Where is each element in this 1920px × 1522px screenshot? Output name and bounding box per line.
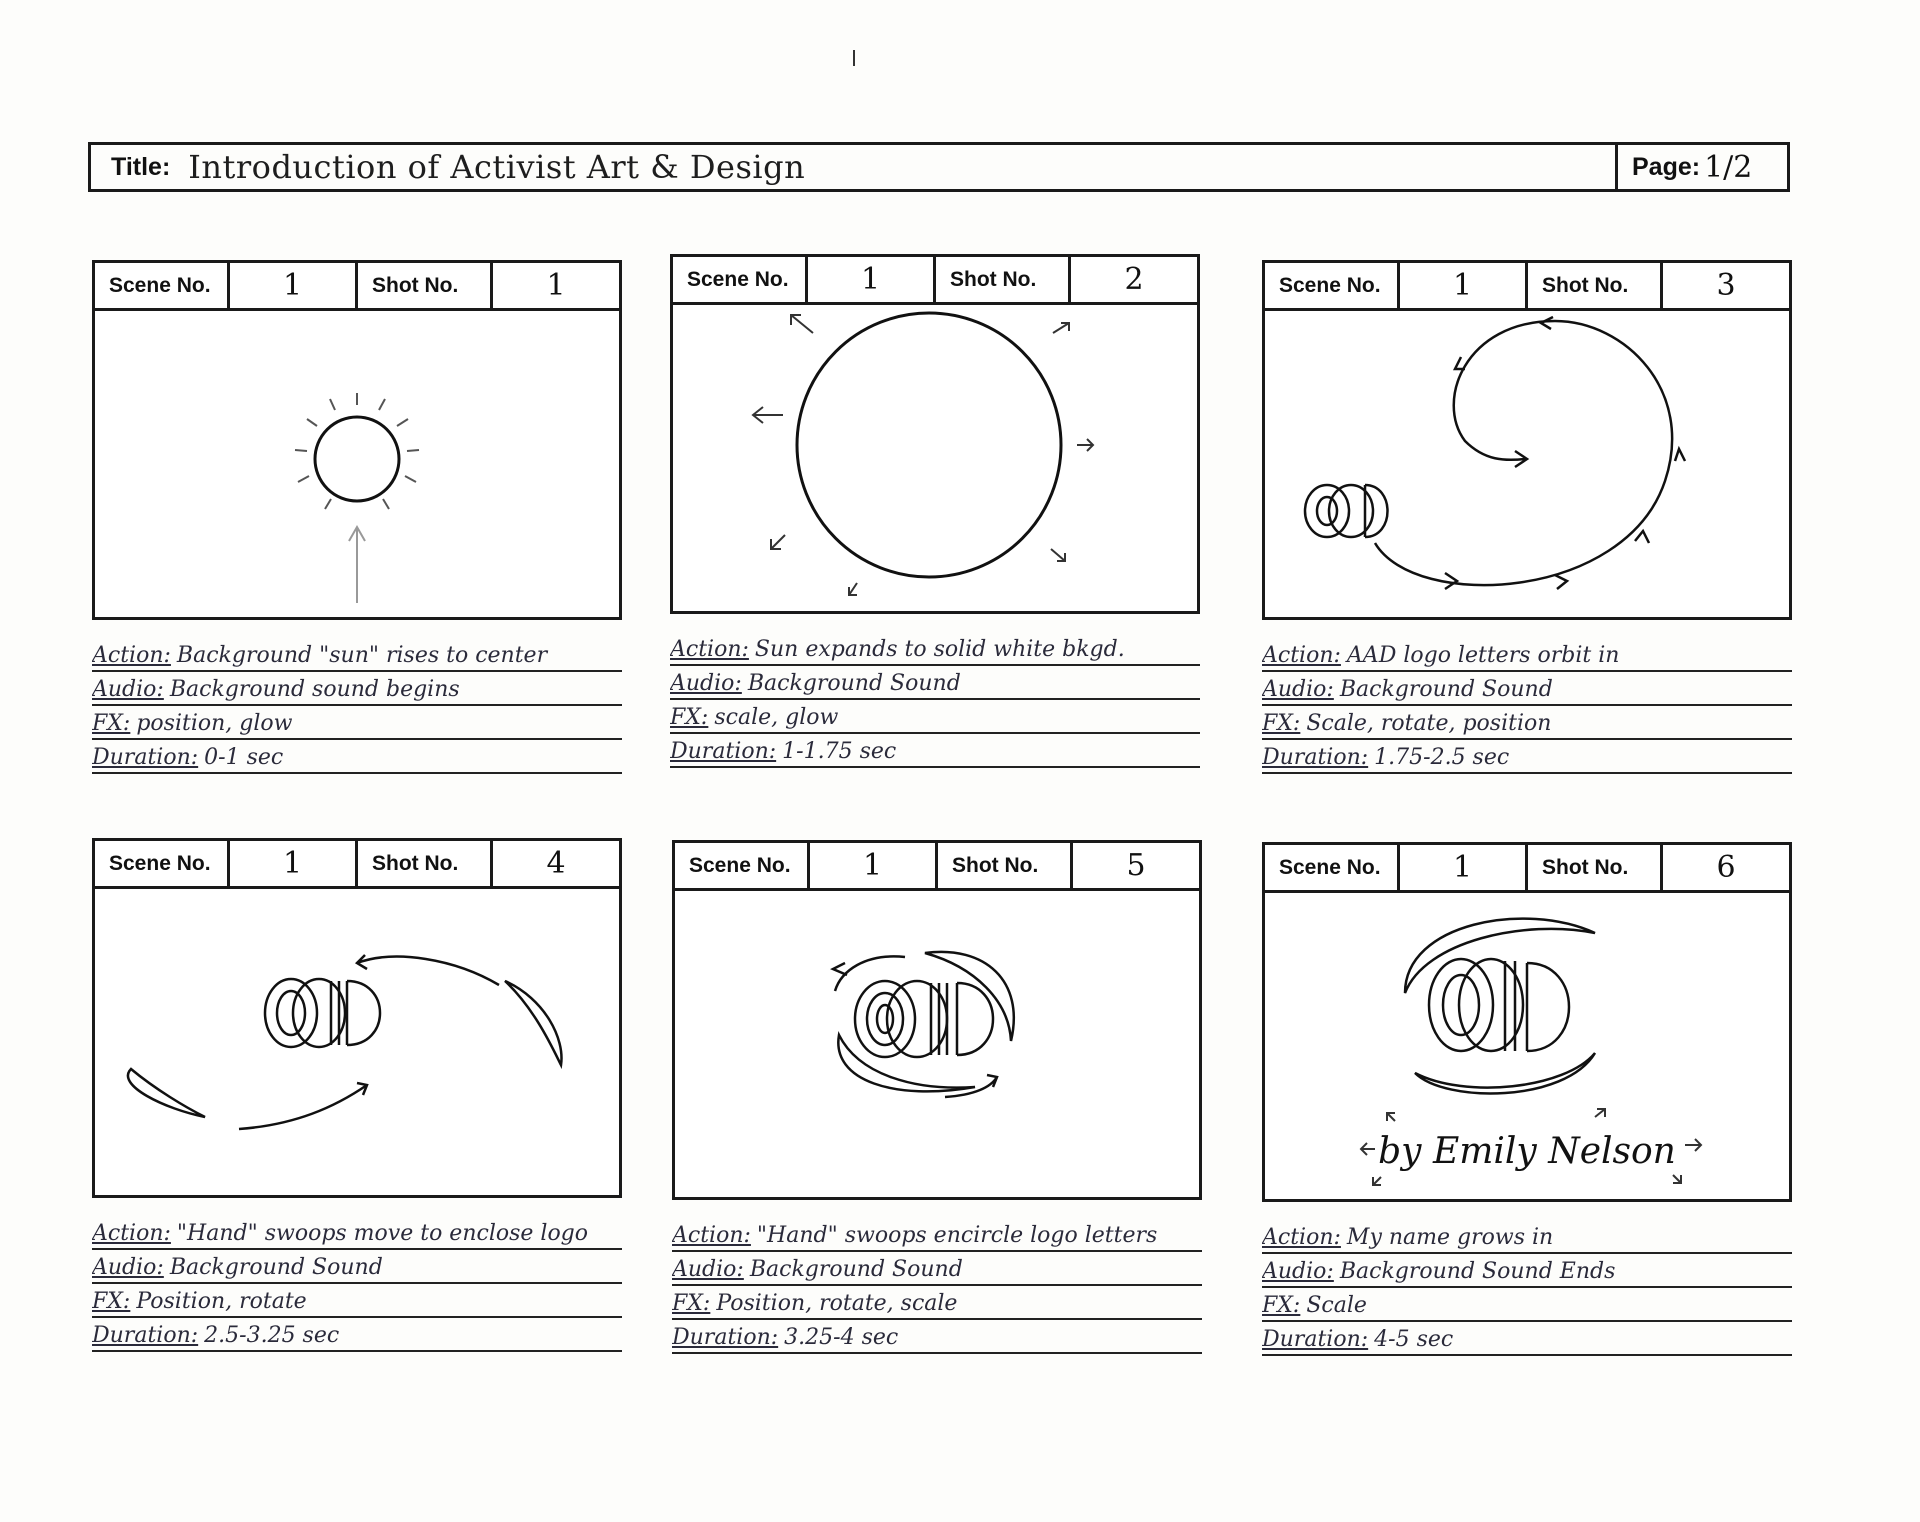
- fx-text: scale, glow: [714, 705, 839, 730]
- action-line: [670, 632, 1200, 666]
- scene-number: 1: [1400, 845, 1528, 890]
- storyboard-panel-6: [1262, 842, 1792, 1356]
- title-bar: [88, 142, 1790, 192]
- audio-line: [92, 672, 622, 706]
- fx-text: Position, rotate, scale: [716, 1291, 958, 1316]
- audio-line: [1262, 1254, 1792, 1288]
- action-text: "Hand" swoops move to enclose logo: [176, 1221, 589, 1246]
- panel-frame: [92, 838, 622, 1198]
- sketch-name-grows: [1265, 893, 1789, 1199]
- panel-frame: [670, 254, 1200, 614]
- audio-line: [1262, 672, 1792, 706]
- fx-label: FX:: [672, 1291, 711, 1316]
- shot-number: 3: [1716, 268, 1736, 303]
- scene-number: 1: [230, 841, 358, 886]
- fx-label: FX:: [1262, 1293, 1301, 1318]
- storyboard-panel-2: [670, 254, 1200, 768]
- shot-number: 6: [1716, 850, 1736, 885]
- fx-line: [1262, 706, 1792, 740]
- audio-line: [670, 666, 1200, 700]
- shot-label: Shot No.: [936, 257, 1071, 302]
- audio-label: Audio:: [1262, 677, 1334, 702]
- scene-label: Scene No.: [675, 843, 810, 888]
- action-line: [1262, 638, 1792, 672]
- fx-line: [672, 1286, 1202, 1320]
- fx-label: FX:: [1262, 711, 1301, 736]
- panel-header: [95, 841, 619, 889]
- duration-line: [672, 1320, 1202, 1354]
- shot-number: 1: [546, 268, 566, 303]
- panel-header: [1265, 845, 1789, 893]
- panel-frame: [1262, 260, 1792, 620]
- title-value: Introduction of Activist Art & Design: [188, 148, 806, 186]
- panel-header: [675, 843, 1199, 891]
- duration-text: 0-1 sec: [204, 745, 284, 770]
- shot-number: 5: [1126, 848, 1146, 883]
- page-box: [1615, 145, 1787, 189]
- scene-number: 1: [1400, 263, 1528, 308]
- duration-text: 4-5 sec: [1374, 1327, 1454, 1352]
- audio-label: Audio:: [1262, 1259, 1334, 1284]
- panel-notes: [672, 1218, 1202, 1354]
- scene-number: 1: [808, 257, 936, 302]
- shot-label: Shot No.: [358, 263, 493, 308]
- action-label: Action:: [92, 1221, 171, 1246]
- sketch-sun-expanding: [673, 305, 1197, 611]
- action-label: Action:: [1262, 643, 1341, 668]
- duration-label: Duration:: [92, 1323, 199, 1348]
- shot-number: 4: [546, 846, 566, 881]
- fx-line: [670, 700, 1200, 734]
- scene-label: Scene No.: [673, 257, 808, 302]
- page-value: 1/2: [1704, 149, 1753, 185]
- action-text: Sun expands to solid white bkgd.: [754, 637, 1125, 662]
- sketch-sun-rising: [95, 311, 619, 617]
- audio-label: Audio:: [670, 671, 742, 696]
- scene-label: Scene No.: [95, 841, 230, 886]
- duration-text: 2.5-3.25 sec: [204, 1323, 340, 1348]
- panel-notes: [1262, 1220, 1792, 1356]
- shot-label: Shot No.: [938, 843, 1073, 888]
- duration-text: 1.75-2.5 sec: [1374, 745, 1510, 770]
- action-line: [672, 1218, 1202, 1252]
- audio-label: Audio:: [672, 1257, 744, 1282]
- storyboard-panel-1: [92, 260, 622, 774]
- panel-notes: [670, 632, 1200, 768]
- storyboard-panel-5: [672, 840, 1202, 1354]
- fx-text: position, glow: [136, 711, 293, 736]
- page-label: Page:: [1632, 152, 1701, 181]
- fx-line: [92, 706, 622, 740]
- shot-label: Shot No.: [1528, 845, 1663, 890]
- audio-text: Background Sound: [169, 1255, 383, 1280]
- fx-line: [1262, 1288, 1792, 1322]
- fx-label: FX:: [92, 711, 131, 736]
- page-mark: [853, 50, 855, 66]
- action-text: AAD logo letters orbit in: [1346, 643, 1620, 668]
- sketch-swoops-encircle: [675, 891, 1199, 1197]
- panel-frame: [1262, 842, 1792, 1202]
- audio-text: Background Sound: [749, 1257, 963, 1282]
- duration-line: [92, 740, 622, 774]
- audio-line: [672, 1252, 1202, 1286]
- fx-line: [92, 1284, 622, 1318]
- action-line: [1262, 1220, 1792, 1254]
- action-line: [92, 638, 622, 672]
- duration-line: [1262, 1322, 1792, 1356]
- duration-line: [92, 1318, 622, 1352]
- duration-line: [670, 734, 1200, 768]
- audio-line: [92, 1250, 622, 1284]
- panel-frame: [92, 260, 622, 620]
- sketch-name-text: by Emily Nelson: [1378, 1131, 1676, 1172]
- audio-text: Background Sound: [1339, 677, 1553, 702]
- scene-label: Scene No.: [95, 263, 230, 308]
- panel-notes: [1262, 638, 1792, 774]
- action-label: Action:: [670, 637, 749, 662]
- duration-label: Duration:: [670, 739, 777, 764]
- action-label: Action:: [672, 1223, 751, 1248]
- audio-label: Audio:: [92, 1255, 164, 1280]
- panel-frame: [672, 840, 1202, 1200]
- shot-label: Shot No.: [358, 841, 493, 886]
- action-line: [92, 1216, 622, 1250]
- action-text: Background "sun" rises to center: [176, 643, 548, 668]
- title-label: Title:: [111, 152, 171, 181]
- audio-text: Background Sound: [747, 671, 961, 696]
- panel-notes: [92, 638, 622, 774]
- duration-text: 3.25-4 sec: [784, 1325, 899, 1350]
- fx-label: FX:: [92, 1289, 131, 1314]
- scene-number: 1: [230, 263, 358, 308]
- sketch-logo-orbit: [1265, 311, 1789, 617]
- scene-number: 1: [810, 843, 938, 888]
- duration-label: Duration:: [1262, 745, 1369, 770]
- storyboard-panel-3: [1262, 260, 1792, 774]
- duration-label: Duration:: [672, 1325, 779, 1350]
- fx-label: FX:: [670, 705, 709, 730]
- duration-label: Duration:: [92, 745, 199, 770]
- audio-text: Background sound begins: [169, 677, 460, 702]
- audio-text: Background Sound Ends: [1339, 1259, 1616, 1284]
- action-label: Action:: [1262, 1225, 1341, 1250]
- shot-number: 2: [1124, 262, 1144, 297]
- action-label: Action:: [92, 643, 171, 668]
- shot-label: Shot No.: [1528, 263, 1663, 308]
- fx-text: Position, rotate: [136, 1289, 307, 1314]
- fx-text: Scale, rotate, position: [1306, 711, 1552, 736]
- audio-label: Audio:: [92, 677, 164, 702]
- action-text: My name grows in: [1346, 1225, 1554, 1250]
- action-text: "Hand" swoops encircle logo letters: [756, 1223, 1158, 1248]
- duration-line: [1262, 740, 1792, 774]
- panel-header: [95, 263, 619, 311]
- fx-text: Scale: [1306, 1293, 1367, 1318]
- scene-label: Scene No.: [1265, 263, 1400, 308]
- panel-notes: [92, 1216, 622, 1352]
- panel-header: [1265, 263, 1789, 311]
- duration-text: 1-1.75 sec: [782, 739, 897, 764]
- scene-label: Scene No.: [1265, 845, 1400, 890]
- storyboard-panel-4: [92, 838, 622, 1352]
- panel-header: [673, 257, 1197, 305]
- sketch-swoops-approach: [95, 889, 619, 1195]
- duration-label: Duration:: [1262, 1327, 1369, 1352]
